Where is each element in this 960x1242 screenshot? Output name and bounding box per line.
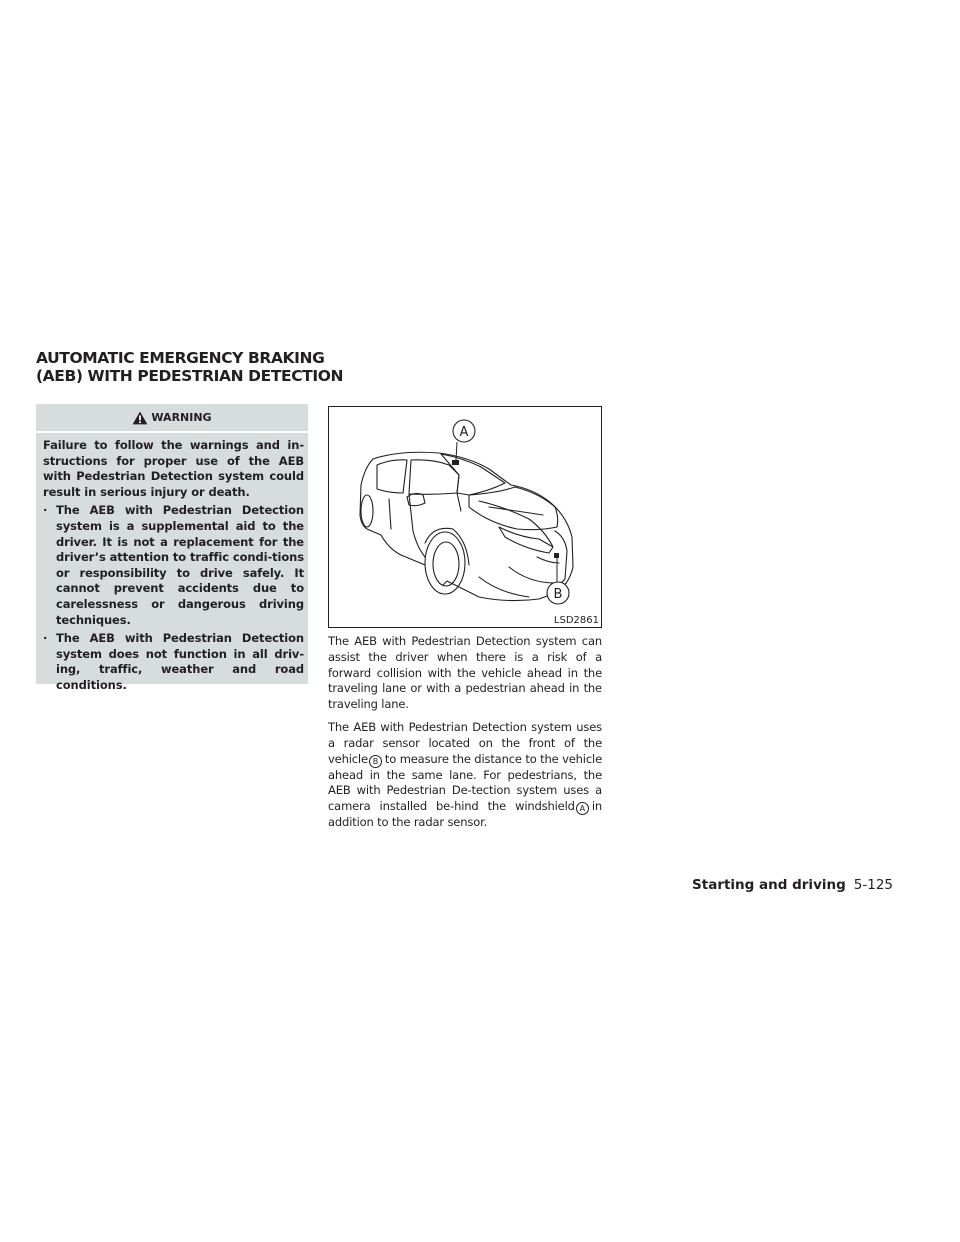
body-paragraph-1: The AEB with Pedestrian Detection system can assist the driver when there is a risk of a forward collision with the vehicle ahead in the traveling lane or with a pedestrian ahead in the traveling lane. [328, 634, 602, 712]
body-text [328, 634, 602, 838]
warning-label: WARNING [151, 411, 212, 424]
inline-callout-a: A [576, 802, 589, 815]
bullet-marker: · [43, 631, 48, 646]
page-number: 5-125 [853, 877, 893, 893]
vehicle-illustration [328, 406, 602, 628]
warning-intro: Failure to follow the warnings and in-structions for proper use of the AEB with Pedestrian Detection system could result in serious injury or death. [43, 438, 304, 499]
warning-triangle-icon [132, 411, 148, 425]
section-title-line-2: (AEB) WITH PEDESTRIAN DETECTION [36, 367, 344, 385]
footer-section-title: Starting and driving [692, 877, 846, 893]
warning-bullet-text: The AEB with Pedestrian Detection system is a supplemental aid to the driver. It is not a replacement for the driver’s attention to traffic condi-tions or responsibility to drive safely. It cannot prevent accidents due to carelessness or dangerous driving techniques. [56, 503, 305, 627]
callout-a-label: A [459, 425, 469, 440]
car-line-drawing [329, 407, 601, 627]
figure-code: LSD2861 [553, 615, 599, 626]
paragraph-2-part-3: in addition to the radar sensor. [328, 799, 602, 830]
callout-b-label: B [553, 587, 563, 602]
warning-bullet [43, 503, 304, 628]
warning-bullet [43, 631, 304, 693]
bullet-marker: · [43, 503, 48, 518]
section-title-line-1: AUTOMATIC EMERGENCY BRAKING [36, 349, 325, 367]
warning-bullet-text: The AEB with Pedestrian Detection system does not function in all driv-ing, traffic, weather and road conditions. [56, 631, 304, 692]
warning-box [36, 404, 308, 692]
warning-header [36, 410, 308, 426]
paragraph-2-part-2: to measure the distance to the vehicle ahead in the same lane. For pedestrians, the AEB with Pedestrian De-tection system uses a camera installed be-hind the windshield [328, 751, 602, 814]
section-title [36, 349, 343, 385]
warning-body [43, 438, 304, 697]
inline-callout-b: B [369, 755, 382, 768]
paragraph-2-part-1: The AEB with Pedestrian Detection system uses a radar sensor located on the front of the vehicle [328, 719, 602, 766]
body-paragraph-2 [328, 720, 602, 831]
page-footer [692, 877, 893, 893]
warning-divider [36, 431, 308, 433]
